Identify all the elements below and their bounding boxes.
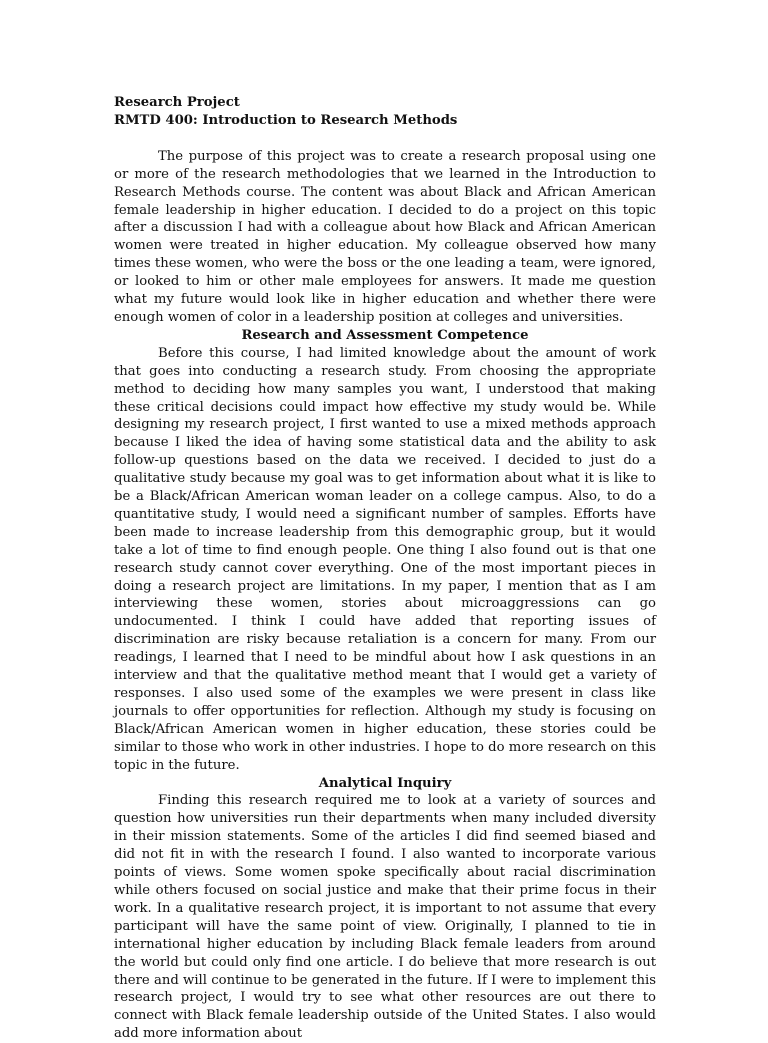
course-title: RMTD 400: Introduction to Research Methods bbox=[114, 112, 458, 128]
section-paragraph-analytical-inquiry: Finding this research required me to look at a variety of sources and question how universities run their departments when many included diversity in their mission statements. Some of the articles I did find seemed biased and did not fit in with the research I found. I also wanted to incorporate various points of views. Some women spoke specifically about racial discrimination while others focused on social justice and make that their prime focus in their work. In a qualitative research project, it is important to not assume that every participant will have the same point of view. Originally, I planned to tie in international higher education by including Black female leaders from around the world but could only find one article. I do believe that more research is out there and will continue to be generated in the future. If I were to implement this research project, I would try to see what other resources are out there to connect with Black female leadership outside of the United States. I also would add more information about bbox=[114, 793, 656, 1042]
document-title: Research Project bbox=[114, 95, 240, 110]
document-body bbox=[114, 94, 656, 1043]
section-heading-analytical-inquiry: Analytical Inquiry bbox=[318, 775, 452, 791]
section-heading-research-assessment: Research and Assessment Competence bbox=[241, 327, 529, 343]
intro-paragraph: The purpose of this project was to create a research proposal using one or more of the research methodologies that we learned in the Introduction to Research Methods course. The content was about Black and African American female leadership in higher education. I decided to do a project on this topic after a discussion I had with a colleague about how Black and African American women were treated in higher education. My colleague observed how many times these women, who were the boss or the one leading a team, were ignored, or looked to him or other male employees for answers. It made me question what my future would look like in higher education and whether there were enough women of color in a leadership position at colleges and universities. bbox=[114, 148, 656, 325]
section-paragraph-research-assessment: Before this course, I had limited knowledge about the amount of work that goes into conducting a research study. From choosing the appropriate method to deciding how many samples you want, I understood that making these critical decisions could impact how effective my study would be. While designing my research project, I first wanted to use a mixed methods approach because I liked the idea of having some statistical data and the ability to ask follow-up questions based on the data we received. I decided to just do a qualitative study because my goal was to get information about what it is like to be a Black/African American woman leader on a college campus. Also, to do a quantitative study, I would need a significant number of samples. Efforts have been made to increase leadership from this demographic group, but it would take a lot of time to find enough people. One thing I also found out is that one research study cannot cover everything. One of the most important pieces in doing a research project are limitations. In my paper, I mention that as I am interviewing these women, stories about microaggressions can go undocumented. I think I could have added that reporting issues of discrimination are risky because retaliation is a concern for many. From our readings, I learned that I need to be mindful about how I ask questions in an interview and that the qualitative method meant that I would get a variety of responses. I also used some of the examples we were present in class like journals to offer opportunities for reflection. Although my study is focusing on Black/African American women in higher education, these stories could be similar to those who work in other industries. I hope to do more research on this topic in the future. bbox=[114, 345, 656, 773]
